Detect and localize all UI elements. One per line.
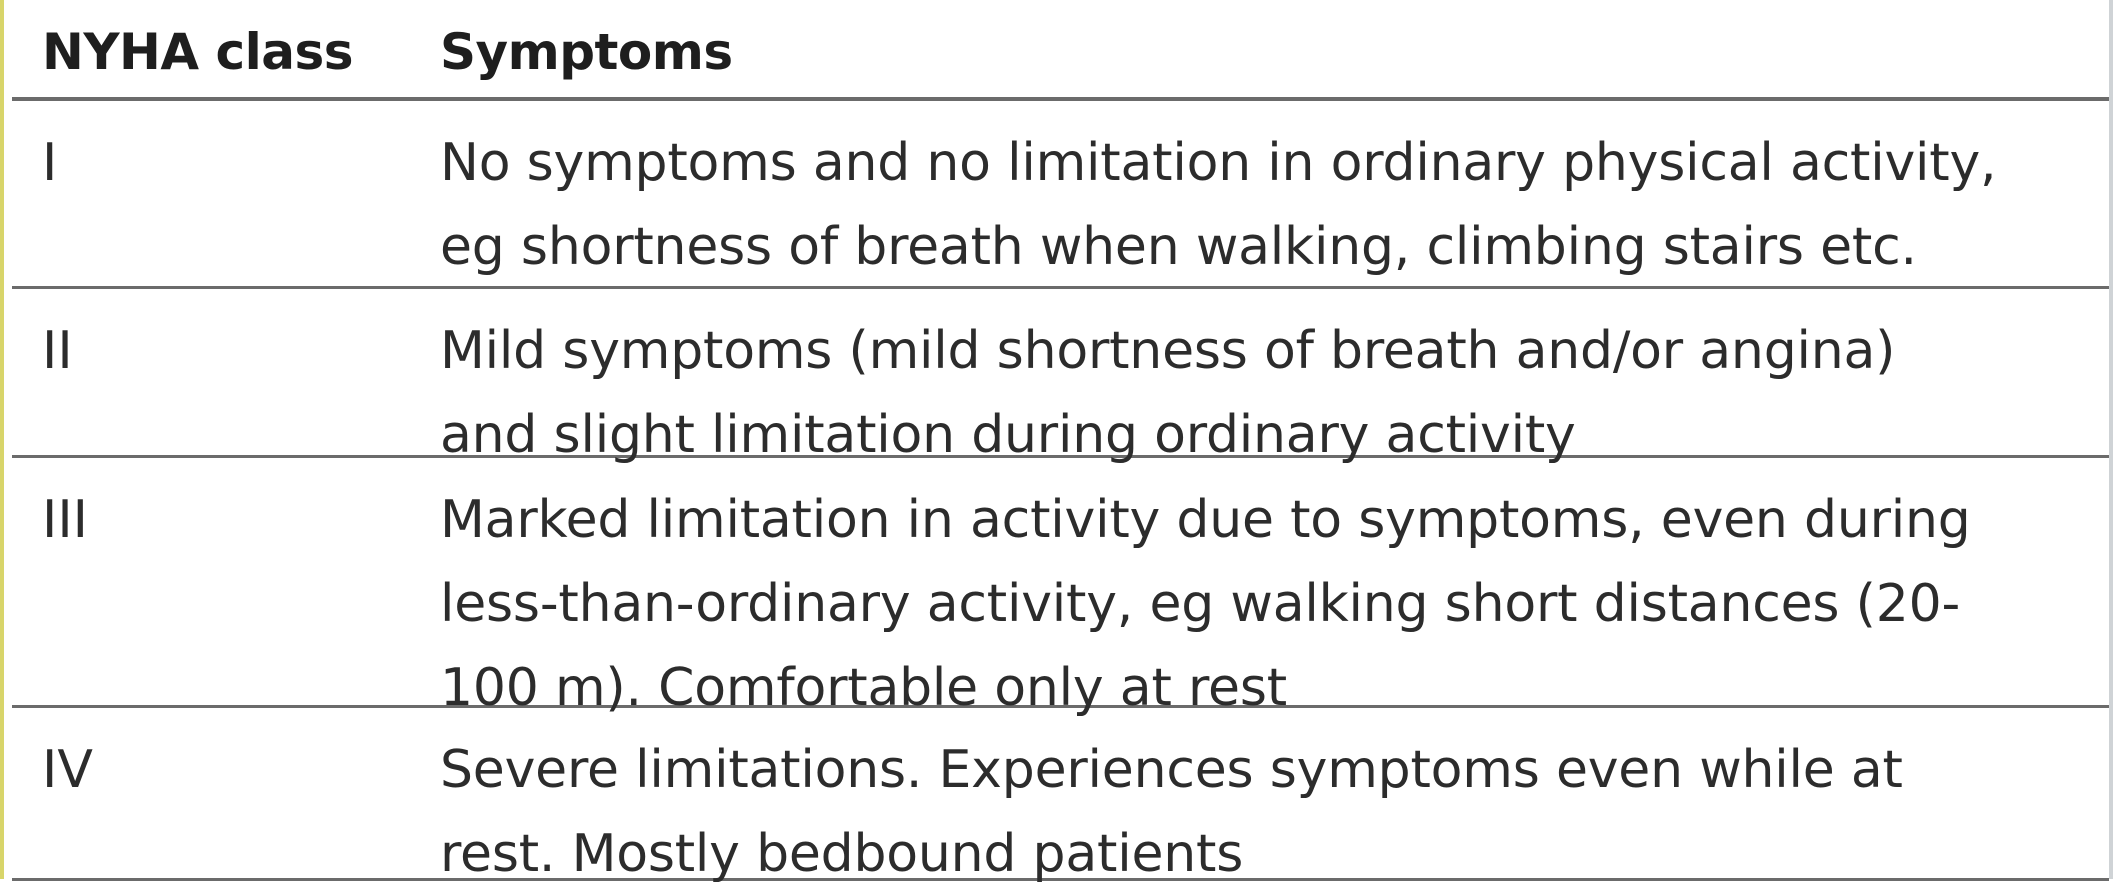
row-symptoms-cell: Marked limitation in activity due to symptoms, even during less-than-ordinary activity, eg walking short distances (20- 100 m). Comfortable only at rest (440, 490, 1971, 718)
header-symptoms: Symptoms (440, 23, 733, 81)
row-symptoms-cell: Mild symptoms (mild shortness of breath and/or angina) and slight limitation during ordinary activity (440, 321, 1896, 465)
left-accent-border (0, 0, 4, 879)
header-nyha-class: NYHA class (42, 23, 354, 81)
table-row (12, 458, 2109, 718)
table-row (12, 101, 2109, 289)
right-edge-border (2109, 0, 2113, 879)
nyha-classification-table (12, 0, 2109, 884)
row-symptoms-cell: Severe limitations. Experiences symptoms even while at rest. Mostly bedbound patients (440, 740, 1903, 884)
table-header-row (12, 0, 2109, 101)
table-row (12, 289, 2109, 465)
row-symptoms-cell: No symptoms and no limitation in ordinary physical activity, eg shortness of breath when walking, climbing stairs etc. (440, 133, 1997, 277)
table-row (12, 708, 2109, 884)
row-class-cell: I (42, 133, 58, 193)
row-class-cell: II (42, 321, 73, 381)
row-class-cell: IV (42, 740, 93, 800)
row-class-cell: III (42, 490, 89, 550)
